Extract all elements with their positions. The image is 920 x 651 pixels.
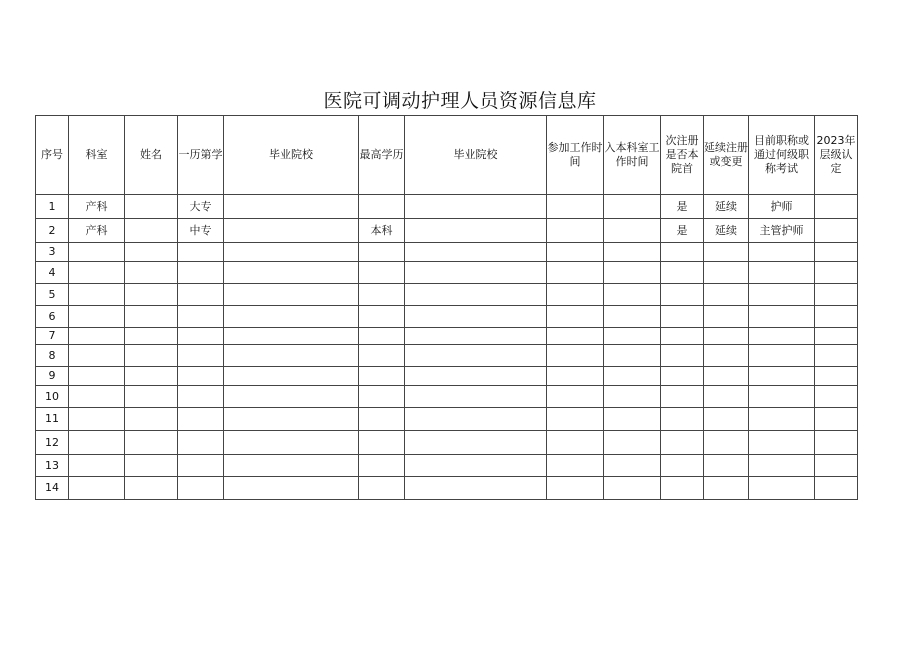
table-row xyxy=(36,431,858,455)
cell-first-register xyxy=(661,243,704,262)
cell-title-rank xyxy=(749,408,815,431)
table-row xyxy=(36,455,858,477)
cell-seq: 9 xyxy=(36,367,69,386)
cell-first-school xyxy=(224,431,359,455)
cell-title-rank xyxy=(749,243,815,262)
cell-seq: 4 xyxy=(36,262,69,284)
cell-first-school xyxy=(224,386,359,408)
cell-first-edu xyxy=(178,431,224,455)
cell-dept-start xyxy=(604,431,661,455)
cell-title-rank: 主管护师 xyxy=(749,219,815,243)
cell-first-edu: 中专 xyxy=(178,219,224,243)
table-row xyxy=(36,262,858,284)
cell-first-school xyxy=(224,195,359,219)
cell-seq: 8 xyxy=(36,345,69,367)
cell-first-edu xyxy=(178,328,224,345)
cell-dept-start xyxy=(604,345,661,367)
cell-dept-start xyxy=(604,219,661,243)
cell-level-2023 xyxy=(815,477,858,500)
cell-dept xyxy=(69,367,125,386)
cell-highest-school xyxy=(405,386,547,408)
cell-highest-edu xyxy=(359,367,405,386)
cell-highest-edu xyxy=(359,284,405,306)
cell-level-2023 xyxy=(815,345,858,367)
cell-renew xyxy=(704,367,749,386)
cell-first-edu xyxy=(178,284,224,306)
cell-dept-start xyxy=(604,284,661,306)
cell-work-start xyxy=(547,408,604,431)
cell-dept-start xyxy=(604,195,661,219)
header-seq: 序号 xyxy=(36,116,69,195)
table-row xyxy=(36,367,858,386)
cell-name xyxy=(125,367,178,386)
cell-seq: 6 xyxy=(36,306,69,328)
cell-dept xyxy=(69,328,125,345)
cell-dept-start xyxy=(604,367,661,386)
cell-name xyxy=(125,219,178,243)
cell-first-edu xyxy=(178,345,224,367)
cell-name xyxy=(125,345,178,367)
cell-work-start xyxy=(547,455,604,477)
cell-level-2023 xyxy=(815,431,858,455)
cell-first-register xyxy=(661,306,704,328)
cell-name xyxy=(125,431,178,455)
cell-work-start xyxy=(547,328,604,345)
cell-renew xyxy=(704,243,749,262)
cell-name xyxy=(125,195,178,219)
cell-seq: 12 xyxy=(36,431,69,455)
cell-title-rank xyxy=(749,386,815,408)
header-name: 姓名 xyxy=(125,116,178,195)
cell-work-start xyxy=(547,262,604,284)
cell-first-school xyxy=(224,408,359,431)
cell-title-rank: 护师 xyxy=(749,195,815,219)
cell-name xyxy=(125,284,178,306)
header-first-register: 次注册是否本院首 xyxy=(661,116,704,195)
cell-renew xyxy=(704,345,749,367)
cell-renew xyxy=(704,477,749,500)
cell-name xyxy=(125,262,178,284)
cell-first-school xyxy=(224,306,359,328)
cell-dept xyxy=(69,408,125,431)
cell-highest-edu: 本科 xyxy=(359,219,405,243)
cell-first-school xyxy=(224,219,359,243)
cell-dept-start xyxy=(604,262,661,284)
cell-highest-school xyxy=(405,262,547,284)
cell-highest-school xyxy=(405,431,547,455)
cell-dept xyxy=(69,306,125,328)
cell-seq: 13 xyxy=(36,455,69,477)
cell-work-start xyxy=(547,195,604,219)
header-dept-start: 入本科室工作时间 xyxy=(604,116,661,195)
cell-seq: 14 xyxy=(36,477,69,500)
cell-seq: 1 xyxy=(36,195,69,219)
table-row xyxy=(36,306,858,328)
header-first-school: 毕业院校 xyxy=(224,116,359,195)
cell-first-register xyxy=(661,386,704,408)
cell-dept-start xyxy=(604,477,661,500)
cell-name xyxy=(125,408,178,431)
cell-highest-edu xyxy=(359,455,405,477)
header-renew: 延续注册或变更 xyxy=(704,116,749,195)
cell-name xyxy=(125,386,178,408)
table-row xyxy=(36,345,858,367)
cell-seq: 10 xyxy=(36,386,69,408)
cell-first-register xyxy=(661,262,704,284)
cell-first-register: 是 xyxy=(661,219,704,243)
cell-renew xyxy=(704,455,749,477)
cell-work-start xyxy=(547,243,604,262)
cell-renew xyxy=(704,386,749,408)
cell-highest-edu xyxy=(359,386,405,408)
cell-title-rank xyxy=(749,345,815,367)
cell-level-2023 xyxy=(815,408,858,431)
cell-work-start xyxy=(547,431,604,455)
cell-highest-edu xyxy=(359,195,405,219)
cell-renew: 延续 xyxy=(704,195,749,219)
header-dept: 科室 xyxy=(69,116,125,195)
cell-level-2023 xyxy=(815,367,858,386)
cell-level-2023 xyxy=(815,328,858,345)
cell-first-edu xyxy=(178,477,224,500)
cell-highest-school xyxy=(405,345,547,367)
cell-first-school xyxy=(224,455,359,477)
cell-work-start xyxy=(547,306,604,328)
cell-first-register xyxy=(661,345,704,367)
cell-highest-school xyxy=(405,455,547,477)
cell-seq: 2 xyxy=(36,219,69,243)
cell-first-edu xyxy=(178,455,224,477)
cell-first-school xyxy=(224,284,359,306)
cell-dept xyxy=(69,477,125,500)
cell-first-edu xyxy=(178,367,224,386)
cell-highest-school xyxy=(405,306,547,328)
cell-first-register xyxy=(661,431,704,455)
cell-dept-start xyxy=(604,243,661,262)
cell-first-edu: 大专 xyxy=(178,195,224,219)
cell-level-2023 xyxy=(815,284,858,306)
cell-title-rank xyxy=(749,455,815,477)
cell-highest-school xyxy=(405,328,547,345)
header-highest-edu: 最高学历 xyxy=(359,116,405,195)
cell-work-start xyxy=(547,345,604,367)
cell-dept xyxy=(69,386,125,408)
cell-first-school xyxy=(224,345,359,367)
cell-work-start xyxy=(547,477,604,500)
cell-highest-school xyxy=(405,284,547,306)
cell-first-register: 是 xyxy=(661,195,704,219)
cell-first-register xyxy=(661,367,704,386)
cell-first-edu xyxy=(178,386,224,408)
cell-dept-start xyxy=(604,328,661,345)
cell-name xyxy=(125,455,178,477)
cell-name xyxy=(125,328,178,345)
table-row xyxy=(36,195,858,219)
cell-first-edu xyxy=(178,243,224,262)
header-work-start: 参加工作时间 xyxy=(547,116,604,195)
cell-dept: 产科 xyxy=(69,219,125,243)
cell-dept-start xyxy=(604,386,661,408)
cell-level-2023 xyxy=(815,455,858,477)
header-highest-school: 毕业院校 xyxy=(405,116,547,195)
cell-dept xyxy=(69,243,125,262)
cell-level-2023 xyxy=(815,386,858,408)
cell-highest-school xyxy=(405,243,547,262)
cell-highest-edu xyxy=(359,408,405,431)
cell-title-rank xyxy=(749,477,815,500)
cell-highest-school xyxy=(405,219,547,243)
cell-seq: 3 xyxy=(36,243,69,262)
cell-title-rank xyxy=(749,284,815,306)
cell-name xyxy=(125,477,178,500)
cell-level-2023 xyxy=(815,243,858,262)
cell-renew xyxy=(704,306,749,328)
cell-work-start xyxy=(547,284,604,306)
header-first-edu: 一历第学 xyxy=(178,116,224,195)
cell-title-rank xyxy=(749,262,815,284)
cell-renew xyxy=(704,328,749,345)
cell-highest-school xyxy=(405,408,547,431)
cell-dept-start xyxy=(604,408,661,431)
cell-first-register xyxy=(661,408,704,431)
cell-dept xyxy=(69,455,125,477)
cell-highest-edu xyxy=(359,306,405,328)
cell-renew xyxy=(704,284,749,306)
cell-first-register xyxy=(661,477,704,500)
cell-work-start xyxy=(547,367,604,386)
cell-work-start xyxy=(547,386,604,408)
table-row xyxy=(36,284,858,306)
cell-level-2023 xyxy=(815,195,858,219)
cell-title-rank xyxy=(749,306,815,328)
cell-first-edu xyxy=(178,408,224,431)
header-level-2023: 2023年层级认定 xyxy=(815,116,858,195)
table-row xyxy=(36,219,858,243)
cell-dept-start xyxy=(604,455,661,477)
table-row xyxy=(36,386,858,408)
cell-dept xyxy=(69,262,125,284)
cell-dept xyxy=(69,345,125,367)
cell-name xyxy=(125,243,178,262)
cell-renew xyxy=(704,262,749,284)
cell-first-register xyxy=(661,328,704,345)
cell-level-2023 xyxy=(815,262,858,284)
table-row xyxy=(36,243,858,262)
header-title-rank: 目前职称或通过何级职称考试 xyxy=(749,116,815,195)
cell-title-rank xyxy=(749,328,815,345)
table-row xyxy=(36,477,858,500)
cell-highest-school xyxy=(405,195,547,219)
cell-dept xyxy=(69,431,125,455)
cell-first-edu xyxy=(178,306,224,328)
cell-first-school xyxy=(224,367,359,386)
cell-renew xyxy=(704,431,749,455)
cell-highest-edu xyxy=(359,243,405,262)
table-row xyxy=(36,408,858,431)
cell-highest-edu xyxy=(359,477,405,500)
header-row xyxy=(36,116,858,195)
cell-work-start xyxy=(547,219,604,243)
cell-highest-edu xyxy=(359,431,405,455)
cell-first-school xyxy=(224,262,359,284)
cell-name xyxy=(125,306,178,328)
cell-dept: 产科 xyxy=(69,195,125,219)
page-title: 医院可调动护理人员资源信息库 xyxy=(323,90,597,112)
cell-highest-edu xyxy=(359,262,405,284)
personnel-table xyxy=(35,115,858,500)
table-row xyxy=(36,328,858,345)
cell-first-register xyxy=(661,284,704,306)
cell-dept-start xyxy=(604,306,661,328)
cell-seq: 7 xyxy=(36,328,69,345)
cell-seq: 11 xyxy=(36,408,69,431)
cell-renew xyxy=(704,408,749,431)
cell-first-school xyxy=(224,243,359,262)
cell-highest-school xyxy=(405,367,547,386)
cell-highest-edu xyxy=(359,345,405,367)
cell-first-register xyxy=(661,455,704,477)
cell-first-school xyxy=(224,477,359,500)
cell-highest-edu xyxy=(359,328,405,345)
cell-level-2023 xyxy=(815,219,858,243)
cell-level-2023 xyxy=(815,306,858,328)
cell-highest-school xyxy=(405,477,547,500)
cell-dept xyxy=(69,284,125,306)
cell-title-rank xyxy=(749,431,815,455)
cell-first-school xyxy=(224,328,359,345)
cell-renew: 延续 xyxy=(704,219,749,243)
cell-first-edu xyxy=(178,262,224,284)
cell-seq: 5 xyxy=(36,284,69,306)
cell-title-rank xyxy=(749,367,815,386)
